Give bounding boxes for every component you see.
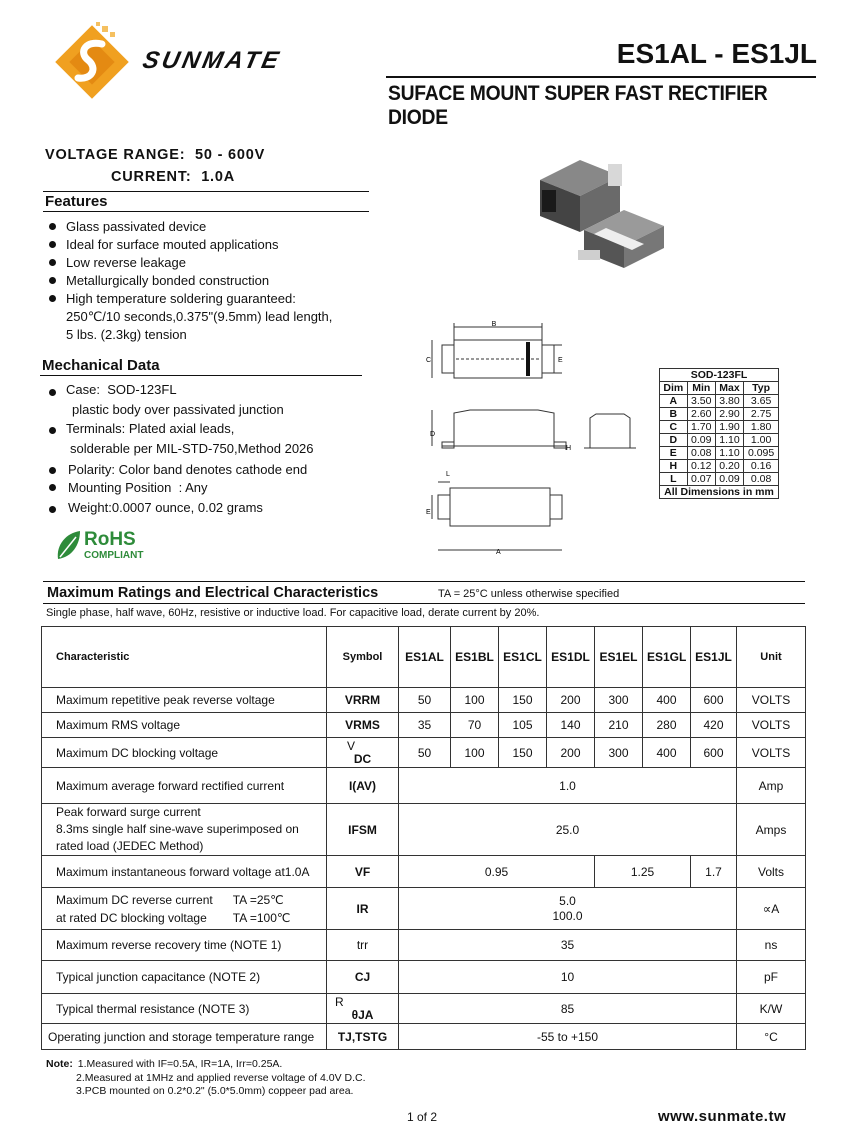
label-line: Peak forward surge current [56,805,201,819]
value-line: 100.0 [552,908,583,923]
bullet-icon [49,506,56,513]
table-row [660,421,779,434]
bullet-icon [49,467,56,474]
unit-cell: ∝A [737,888,806,930]
dim-label-c: C [426,357,432,364]
notes-section [46,1058,366,1099]
polarity-line [68,462,307,477]
table-row [42,738,806,768]
note-item: 3.PCB mounted on 0.2*0.2" (5.0*5.0mm) coppeer pad area. [76,1085,354,1097]
table-row [42,888,806,930]
value-cell: 50 [399,738,451,768]
table-row [660,434,779,447]
terminals-value: : Plated axial leads, [121,421,235,436]
case-value: SOD-123FL [107,382,177,397]
row-label: Maximum instantaneous forward voltage at1.0A [42,856,327,888]
dims-header: Min [687,382,715,395]
rohs-badge [54,525,164,565]
symbol-part: V [347,738,356,753]
unit-cell: pF [737,961,806,994]
header-part: ES1DL [547,627,595,688]
dims-cell: 1.10 [715,447,743,460]
value-cell: -55 to +150 [399,1024,737,1050]
features-divider [43,211,369,212]
dims-cell: 0.09 [687,434,715,447]
voltage-value: 50 - 600V [195,147,266,163]
notes-label: Note: [46,1058,73,1070]
part-number-title: ES1AL - ES1JL [616,38,817,69]
value-cell: 300 [595,738,643,768]
row-symbol: TJ,TSTG [327,1024,399,1050]
ratings-top-rule [43,581,805,582]
unit-cell: Volts [737,856,806,888]
case-note: plastic body over passivated junction [72,402,284,417]
terminals-label: Terminals [66,421,122,436]
features-heading: Features [45,193,108,210]
row-label: Operating junction and storage temperature range [42,1024,327,1050]
dims-cell: 1.70 [687,421,715,434]
bullet-icon [49,484,56,491]
symbol-part: θJA [351,1007,374,1022]
value-cell: 50 [399,688,451,713]
ratings-title: Maximum Ratings and Electrical Characteristics [47,585,379,601]
dims-cell: 0.12 [687,460,715,473]
value-cell: 25.0 [399,804,737,856]
row-symbol: I(AV) [327,768,399,804]
table-row [660,460,779,473]
value-cell: 100 [451,688,499,713]
value-cell: 1.0 [399,768,737,804]
value-cell: 35 [399,713,451,738]
mounting-line [68,480,208,495]
table-row [660,395,779,408]
product-subtitle: SUFACE MOUNT SUPER FAST RECTIFIER DIODE [388,82,768,129]
dim-label-a: A [496,549,501,556]
value-cell: 0.95 [399,856,595,888]
value-cell: 200 [547,688,595,713]
unit-cell: VOLTS [737,688,806,713]
value-cell: 140 [547,713,595,738]
unit-cell: Amps [737,804,806,856]
mounting-value: : Any [178,480,208,495]
phase-note: Single phase, half wave, 60Hz, resistive or inductive load. For capacitive load, derate current by 20%. [46,607,540,619]
dim-label-b: B [491,321,497,328]
value-cell: 35 [399,930,737,961]
value-cell: 150 [499,688,547,713]
value-cell [399,888,737,930]
rohs-compliant-text: COMPLIANT [84,550,144,561]
label-text: Maximum DC reverse current [56,892,213,907]
header-unit: Unit [737,627,806,688]
website-url: www.sunmate.tw [658,1108,787,1125]
weight-value: :0.0007 ounce, 0.02 grams [108,500,263,515]
value-cell: 400 [643,688,691,713]
table-row [42,961,806,994]
dim-label-e: E [558,357,563,364]
dims-cell: 2.90 [715,408,743,421]
value-cell: 1.7 [691,856,737,888]
dims-cell: 0.095 [744,447,779,460]
value-cell: 70 [451,713,499,738]
header-part: ES1AL [399,627,451,688]
dims-header: Typ [744,382,779,395]
dims-cell: L [660,473,688,486]
current-label: CURRENT: [111,169,192,185]
value-cell: 100 [451,738,499,768]
list-item: Metallurgically bonded construction [46,272,376,290]
dims-cell: E [660,447,688,460]
dims-cell: B [660,408,688,421]
case-label: Case: [66,382,100,397]
value-cell: 400 [643,738,691,768]
terminals-note: solderable per MIL-STD-750,Method 2026 [70,441,314,456]
table-row [42,930,806,961]
table-row [42,768,806,804]
weight-line [68,500,263,515]
leaf-icon [58,531,80,559]
dims-cell: 0.07 [687,473,715,486]
list-item: Ideal for surface mouted applications [46,236,376,254]
label-text: at rated DC blocking voltage [56,910,207,925]
table-row [42,856,806,888]
symbol-part: R [335,994,344,1009]
dims-header: Max [715,382,743,395]
dims-cell: 0.16 [744,460,779,473]
voltage-label: VOLTAGE RANGE: [45,147,186,163]
bullet-icon [49,427,56,434]
dims-cell: 0.20 [715,460,743,473]
dims-cell: 1.10 [715,434,743,447]
dims-cell: C [660,421,688,434]
dims-table-footer: All Dimensions in mm [660,486,779,499]
specs-divider [43,191,369,192]
value-cell: 300 [595,688,643,713]
case-line [66,382,177,397]
row-symbol: VRRM [327,688,399,713]
dim-label-l: L [446,471,450,478]
side-view-drawing [584,408,636,456]
symbol-part: DC [353,751,372,766]
bullet-icon [49,389,56,396]
dims-cell: H [660,460,688,473]
row-label [42,804,327,856]
row-label: Maximum DC blocking voltage [42,738,327,768]
page-number: 1 of 2 [407,1110,438,1124]
mechanical-list [46,382,376,522]
dims-cell: 1.80 [744,421,779,434]
header-part: ES1GL [643,627,691,688]
value-cell: 150 [499,738,547,768]
value-line: 5.0 [559,893,576,908]
dims-cell: 1.00 [744,434,779,447]
row-symbol: IR [327,888,399,930]
ratings-condition: TA = 25°C unless otherwise specified [438,588,620,600]
company-logo [52,22,132,102]
list-item: High temperature soldering guaranteed: [46,290,376,308]
table-header-row [42,627,806,688]
header-part: ES1CL [499,627,547,688]
ratings-bottom-rule [43,603,805,604]
table-row [42,1024,806,1050]
condition-text: TA =25℃ [232,892,284,907]
condition-text: TA =100℃ [232,910,291,925]
dimensions-table [659,368,779,499]
list-item: Low reverse leakage [46,254,376,272]
dims-cell: 3.80 [715,395,743,408]
row-label: Maximum average forward rectified current [42,768,327,804]
list-item-continued: 5 lbs. (2.3kg) tension [66,327,187,342]
dim-label-d: D [430,431,436,438]
dims-cell: 3.50 [687,395,715,408]
value-cell: 1.25 [595,856,691,888]
table-row [42,804,806,856]
terminals-line [66,421,234,436]
header-part: ES1JL [691,627,737,688]
mounting-label: Mounting Position [68,480,172,495]
row-symbol [327,994,399,1024]
row-symbol: trr [327,930,399,961]
dims-cell: 0.08 [687,447,715,460]
dims-table-title: SOD-123FL [660,369,779,382]
dimension-drawing [420,318,580,558]
package-photo [532,150,672,275]
dims-cell: A [660,395,688,408]
voltage-range [45,147,265,163]
value-cell: 280 [643,713,691,738]
dim-label-e2: E [426,509,431,516]
label-line: rated load (JEDEC Method) [56,839,204,853]
label-line: 8.3ms single half sine-wave superimposed on [56,822,299,836]
logo-wordmark: SUNMATE [140,47,284,74]
dims-cell: 2.75 [744,408,779,421]
unit-cell: VOLTS [737,713,806,738]
row-label: Typical junction capacitance (NOTE 2) [42,961,327,994]
header-part: ES1BL [451,627,499,688]
row-label: Maximum repetitive peak reverse voltage [42,688,327,713]
table-row [42,713,806,738]
dims-cell: D [660,434,688,447]
title-divider [386,76,816,78]
row-label: Maximum reverse recovery time (NOTE 1) [42,930,327,961]
unit-cell: Amp [737,768,806,804]
unit-cell: K/W [737,994,806,1024]
table-row [660,408,779,421]
unit-cell: VOLTS [737,738,806,768]
value-cell: 10 [399,961,737,994]
dim-label-h: H [566,445,572,452]
value-cell: 105 [499,713,547,738]
mechanical-divider [40,375,362,376]
row-label [42,888,327,930]
dims-cell: 1.90 [715,421,743,434]
value-cell: 200 [547,738,595,768]
weight-label: Weight [68,500,109,515]
features-list [46,218,376,344]
row-label: Typical thermal resistance (NOTE 3) [42,994,327,1024]
label-line [56,909,322,927]
unit-cell: °C [737,1024,806,1050]
value-cell: 210 [595,713,643,738]
mechanical-heading: Mechanical Data [42,357,160,374]
value-cell: 420 [691,713,737,738]
note-item: 1.Measured with IF=0.5A, IR=1A, Irr=0.25A. [77,1058,283,1070]
current-rating [111,169,235,185]
rohs-text: RoHS [84,529,136,550]
table-row [660,473,779,486]
ratings-table [41,626,806,1050]
row-symbol: VRMS [327,713,399,738]
dims-header: Dim [660,382,688,395]
row-label: Maximum RMS voltage [42,713,327,738]
row-symbol: CJ [327,961,399,994]
label-line [56,891,322,909]
list-item: Glass passivated device [46,218,376,236]
value-cell: 600 [691,738,737,768]
row-symbol: IFSM [327,804,399,856]
value-cell: 600 [691,688,737,713]
note-item: 2.Measured at 1MHz and applied reverse voltage of 4.0V D.C. [76,1071,366,1084]
table-row [42,688,806,713]
dims-cell: 0.09 [715,473,743,486]
current-value: 1.0A [201,169,236,185]
row-symbol: VF [327,856,399,888]
row-symbol [327,738,399,768]
list-item-continued: 250℃/10 seconds,0.375"(9.5mm) lead length, [66,309,333,324]
header-characteristic: Characteristic [42,627,327,688]
polarity-value: : Color band denotes cathode end [111,462,308,477]
dims-cell: 0.08 [744,473,779,486]
dims-cell: 3.65 [744,395,779,408]
table-row [660,447,779,460]
unit-cell: ns [737,930,806,961]
polarity-label: Polarity [68,462,112,477]
header-part: ES1EL [595,627,643,688]
dims-cell: 2.60 [687,408,715,421]
value-cell: 85 [399,994,737,1024]
header-symbol: Symbol [327,627,399,688]
table-row [42,994,806,1024]
